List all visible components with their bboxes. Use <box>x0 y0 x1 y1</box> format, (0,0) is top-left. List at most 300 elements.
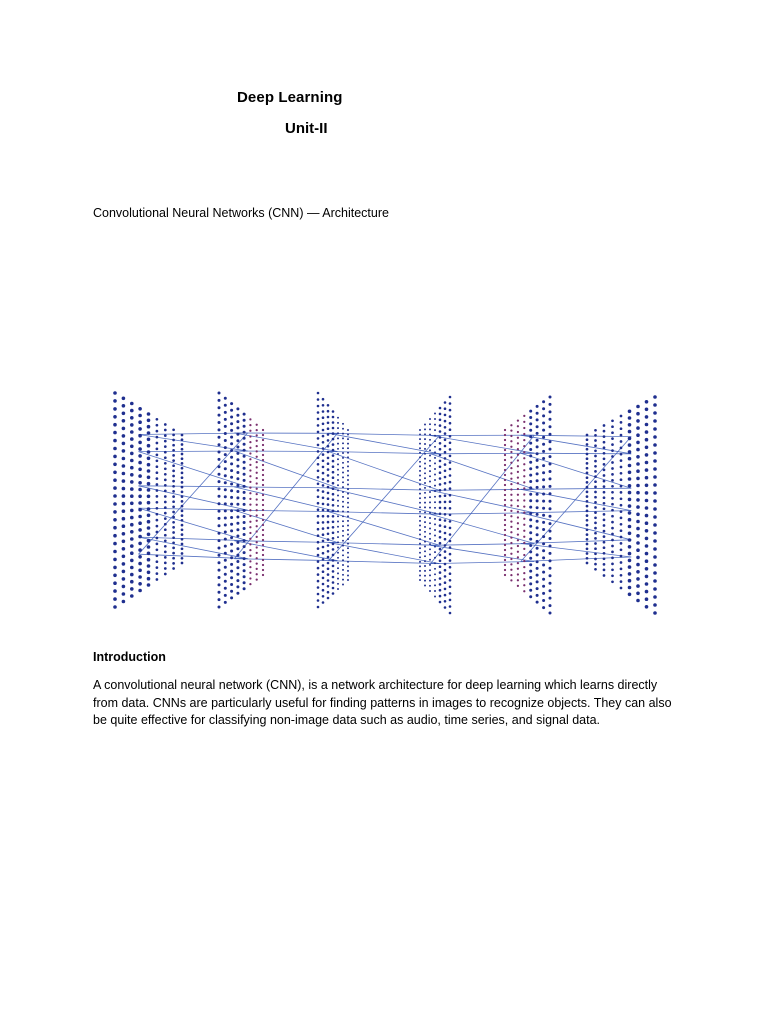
neuron-dot <box>218 532 221 535</box>
neuron-dot <box>504 464 506 466</box>
neuron-dot <box>249 532 251 534</box>
neuron-dot <box>542 464 545 467</box>
neuron-dot <box>536 587 539 590</box>
neuron-dot <box>603 457 606 460</box>
neuron-dot <box>628 504 632 508</box>
neuron-dot <box>444 488 447 491</box>
neuron-dot <box>332 443 335 446</box>
neuron-dot <box>424 526 426 528</box>
neuron-dot <box>517 556 519 558</box>
neuron-dot <box>322 460 325 463</box>
neuron-dot <box>419 429 421 431</box>
neuron-dot <box>122 442 126 446</box>
neuron-dot <box>230 402 233 405</box>
neuron-dot <box>603 469 606 472</box>
neuron-dot <box>542 429 545 432</box>
neuron-dot <box>322 441 325 444</box>
neuron-dot <box>517 545 519 547</box>
neuron-dot <box>611 485 614 488</box>
neuron-dot <box>130 502 134 506</box>
neuron-dot <box>636 433 640 437</box>
neuron-dot <box>138 407 142 411</box>
neuron-dot <box>542 471 545 474</box>
neuron-dot <box>138 441 142 445</box>
neuron-dot <box>113 494 117 498</box>
neuron-dot <box>636 441 640 445</box>
neuron-dot <box>636 426 640 430</box>
neuron-dot <box>262 504 264 506</box>
neuron-dot <box>424 546 426 548</box>
neuron-dot <box>256 456 258 458</box>
neuron-dot <box>510 451 512 453</box>
neuron-dot <box>536 405 539 408</box>
neuron-dot <box>172 526 175 529</box>
neuron-dot <box>444 532 447 535</box>
neuron-dot <box>113 478 117 482</box>
neuron-dot <box>424 506 426 508</box>
neuron-dot <box>332 454 335 457</box>
neuron-dot <box>529 416 532 419</box>
neuron-dot <box>138 562 142 566</box>
neuron-dot <box>262 509 264 511</box>
neuron-dot <box>536 594 539 597</box>
neuron-dot <box>536 486 539 489</box>
neuron-dot <box>517 522 519 524</box>
neuron-dot <box>218 406 221 409</box>
neuron-dot <box>429 491 431 493</box>
neuron-dot <box>510 499 512 501</box>
neuron-dot <box>172 454 175 457</box>
neuron-dot <box>230 536 233 539</box>
neuron-dot <box>504 544 506 546</box>
neuron-dot <box>347 552 349 554</box>
neuron-dot <box>419 497 421 499</box>
neuron-dot <box>317 398 320 401</box>
neuron-dot <box>510 478 512 480</box>
neuron-dot <box>218 539 221 542</box>
neuron-dot <box>156 566 159 569</box>
neuron-dot <box>620 427 623 430</box>
neuron-dot <box>156 483 159 486</box>
neuron-dot <box>444 513 447 516</box>
neuron-dot <box>628 430 632 434</box>
neuron-dot <box>236 503 239 506</box>
neuron-dot <box>322 540 325 543</box>
neuron-dot <box>653 443 657 447</box>
neuron-dot <box>113 431 117 435</box>
neuron-dot <box>424 467 426 469</box>
neuron-dot <box>332 432 335 435</box>
neuron-dot <box>138 495 142 499</box>
neuron-dot <box>347 479 349 481</box>
neuron-dot <box>113 415 117 419</box>
neuron-dot <box>172 557 175 560</box>
neuron-dot <box>147 450 151 454</box>
neuron-dot <box>444 606 447 609</box>
neuron-dot <box>342 520 344 522</box>
connection-line <box>521 511 631 513</box>
connection-line <box>329 543 440 546</box>
neuron-dot <box>529 563 532 566</box>
neuron-dot <box>434 535 436 537</box>
neuron-dot <box>332 504 335 507</box>
neuron-dot <box>236 541 239 544</box>
neuron-dot <box>611 443 614 446</box>
neuron-dot <box>337 541 339 543</box>
neuron-dot <box>236 465 239 468</box>
neuron-dot <box>439 518 442 521</box>
neuron-dot <box>620 478 623 481</box>
connection-line <box>329 452 440 454</box>
neuron-dot <box>424 477 426 479</box>
neuron-dot <box>317 560 320 563</box>
neuron-dot <box>138 447 142 451</box>
neuron-dot <box>327 439 330 442</box>
neuron-dot <box>322 497 325 500</box>
neuron-dot <box>218 487 221 490</box>
neuron-dot <box>603 480 606 483</box>
neuron-dot <box>603 541 606 544</box>
neuron-dot <box>645 529 649 533</box>
neuron-dot <box>322 552 325 555</box>
neuron-dot <box>181 533 184 536</box>
neuron-dot <box>429 460 431 462</box>
neuron-dot <box>586 505 589 508</box>
neuron-dot <box>347 547 349 549</box>
neuron-dot <box>439 565 442 568</box>
neuron-dot <box>620 555 623 558</box>
neuron-dot <box>262 544 264 546</box>
neuron-dot <box>636 556 640 560</box>
neuron-dot <box>594 552 597 555</box>
neuron-dot <box>337 505 339 507</box>
neuron-dot <box>549 567 552 570</box>
neuron-dot <box>628 525 632 529</box>
neuron-dot <box>424 536 426 538</box>
neuron-dot <box>224 418 227 421</box>
neuron-dot <box>429 548 431 550</box>
neuron-dot <box>230 556 233 559</box>
neuron-dot <box>122 479 126 483</box>
neuron-dot <box>322 435 325 438</box>
neuron-dot <box>317 567 320 570</box>
neuron-dot <box>449 572 452 575</box>
neuron-dot <box>529 410 532 413</box>
neuron-dot <box>510 510 512 512</box>
neuron-dot <box>419 570 421 572</box>
neuron-dot <box>337 432 339 434</box>
neuron-dot <box>510 440 512 442</box>
neuron-dot <box>449 566 452 569</box>
neuron-dot <box>122 494 126 498</box>
neuron-dot <box>611 467 614 470</box>
neuron-dot <box>337 437 339 439</box>
neuron-dot <box>439 595 442 598</box>
neuron-dot <box>337 443 339 445</box>
neuron-dot <box>586 495 589 498</box>
neuron-dot <box>317 599 320 602</box>
neuron-dot <box>594 547 597 550</box>
neuron-dot <box>249 566 251 568</box>
neuron-dot <box>636 405 640 409</box>
neuron-dot <box>523 524 525 526</box>
neuron-dot <box>249 418 251 420</box>
neuron-dot <box>327 492 330 495</box>
neuron-dot <box>332 537 335 540</box>
neuron-dot <box>156 489 159 492</box>
neuron-dot <box>262 559 264 561</box>
neuron-dot <box>510 526 512 528</box>
neuron-dot <box>434 501 436 503</box>
neuron-dot <box>439 477 442 480</box>
neuron-dot <box>156 554 159 557</box>
neuron-dot <box>224 439 227 442</box>
neuron-dot <box>419 565 421 567</box>
neuron-dot <box>510 558 512 560</box>
neuron-dot <box>337 578 339 580</box>
neuron-dot <box>262 534 264 536</box>
section-heading: Convolutional Neural Networks (CNN) — Architecture <box>93 206 389 220</box>
neuron-dot <box>347 579 349 581</box>
neuron-dot <box>529 512 532 515</box>
neuron-dot <box>523 518 525 520</box>
neuron-dot <box>434 546 436 548</box>
neuron-dot <box>434 462 436 464</box>
neuron-dot <box>603 552 606 555</box>
neuron-dot <box>429 507 431 509</box>
neuron-dot <box>536 445 539 448</box>
neuron-dot <box>337 521 339 523</box>
neuron-dot <box>317 463 320 466</box>
neuron-dot <box>130 409 134 413</box>
neuron-dot <box>164 440 167 443</box>
neuron-dot <box>542 592 545 595</box>
neuron-dot <box>172 428 175 431</box>
neuron-dot <box>603 502 606 505</box>
neuron-dot <box>122 464 126 468</box>
neuron-dot <box>444 463 447 466</box>
neuron-dot <box>327 538 330 541</box>
neuron-dot <box>603 496 606 499</box>
neuron-dot <box>611 568 614 571</box>
neuron-dot <box>243 413 246 416</box>
neuron-dot <box>113 455 117 459</box>
neuron-dot <box>523 475 525 477</box>
neuron-dot <box>347 511 349 513</box>
neuron-dot <box>444 451 447 454</box>
neuron-dot <box>218 583 221 586</box>
neuron-dot <box>236 496 239 499</box>
neuron-dot <box>322 484 325 487</box>
neuron-dot <box>429 543 431 545</box>
neuron-dot <box>504 539 506 541</box>
neuron-dot <box>424 585 426 587</box>
neuron-dot <box>256 514 258 516</box>
neuron-dot <box>444 407 447 410</box>
neuron-dot <box>439 583 442 586</box>
neuron-dot <box>439 577 442 580</box>
neuron-dot <box>236 471 239 474</box>
neuron-dot <box>243 431 246 434</box>
neuron-dot <box>164 495 167 498</box>
neuron-dot <box>156 436 159 439</box>
neuron-dot <box>504 549 506 551</box>
neuron-dot <box>636 599 640 603</box>
neuron-dot <box>510 520 512 522</box>
neuron-dot <box>645 559 649 563</box>
neuron-dot <box>230 509 233 512</box>
neuron-dot <box>181 481 184 484</box>
neuron-dot <box>449 442 452 445</box>
neuron-dot <box>327 556 330 559</box>
neuron-dot <box>536 580 539 583</box>
neuron-dot <box>147 476 151 480</box>
neuron-dot <box>224 425 227 428</box>
neuron-dot <box>653 555 657 559</box>
neuron-dot <box>636 491 640 495</box>
neuron-dot <box>645 605 649 609</box>
neuron-dot <box>327 474 330 477</box>
neuron-dot <box>523 463 525 465</box>
neuron-dot <box>322 564 325 567</box>
neuron-dot <box>594 506 597 509</box>
neuron-dot <box>337 515 339 517</box>
neuron-dot <box>645 597 649 601</box>
neuron-dot <box>653 395 657 399</box>
neuron-dot <box>122 419 126 423</box>
neuron-dot <box>645 575 649 579</box>
neuron-dot <box>224 474 227 477</box>
neuron-dot <box>218 428 221 431</box>
neuron-dot <box>317 528 320 531</box>
neuron-dot <box>236 452 239 455</box>
neuron-dot <box>130 537 134 541</box>
neuron-dot <box>536 520 539 523</box>
neuron-dot <box>262 454 264 456</box>
neuron-dot <box>224 397 227 400</box>
neuron-dot <box>611 580 614 583</box>
neuron-dot <box>256 525 258 527</box>
connection-line <box>329 452 440 491</box>
neuron-dot <box>262 499 264 501</box>
neuron-dot <box>181 467 184 470</box>
neuron-dot <box>586 552 589 555</box>
neuron-dot <box>262 474 264 476</box>
neuron-dot <box>439 542 442 545</box>
neuron-dot <box>224 517 227 520</box>
neuron-dot <box>317 392 320 395</box>
neuron-dot <box>327 579 330 582</box>
neuron-dot <box>645 544 649 548</box>
neuron-dot <box>224 524 227 527</box>
neuron-dot <box>218 606 221 609</box>
neuron-dot <box>424 428 426 430</box>
neuron-dot <box>164 512 167 515</box>
neuron-dot <box>611 563 614 566</box>
neuron-dot <box>444 439 447 442</box>
neuron-dot <box>156 454 159 457</box>
neuron-dot <box>653 427 657 431</box>
neuron-dot <box>653 475 657 479</box>
neuron-dot <box>653 499 657 503</box>
neuron-dot <box>549 492 552 495</box>
neuron-dot <box>332 543 335 546</box>
neuron-dot <box>429 434 431 436</box>
neuron-dot <box>504 534 506 536</box>
neuron-dot <box>262 494 264 496</box>
neuron-dot <box>130 445 134 449</box>
neuron-dot <box>419 470 421 472</box>
neuron-dot <box>322 410 325 413</box>
neuron-dot <box>347 443 349 445</box>
neuron-dot <box>653 403 657 407</box>
neuron-dot <box>181 434 184 437</box>
neuron-dot <box>262 464 264 466</box>
neuron-dot <box>249 458 251 460</box>
neuron-dot <box>181 462 184 465</box>
neuron-dot <box>322 577 325 580</box>
neuron-dot <box>327 410 330 413</box>
neuron-dot <box>337 547 339 549</box>
neuron-dot <box>262 539 264 541</box>
neuron-dot <box>249 509 251 511</box>
neuron-dot <box>586 457 589 460</box>
neuron-dot <box>529 486 532 489</box>
neuron-dot <box>594 434 597 437</box>
neuron-dot <box>347 570 349 572</box>
neuron-dot <box>236 446 239 449</box>
neuron-dot <box>230 436 233 439</box>
neuron-dot <box>218 510 221 513</box>
neuron-dot <box>230 590 233 593</box>
neuron-dot <box>224 601 227 604</box>
neuron-dot <box>172 516 175 519</box>
neuron-dot <box>434 440 436 442</box>
neuron-dot <box>156 537 159 540</box>
neuron-dot <box>439 524 442 527</box>
neuron-dot <box>337 417 339 419</box>
neuron-dot <box>536 418 539 421</box>
neuron-dot <box>172 480 175 483</box>
neuron-dot <box>504 574 506 576</box>
neuron-dot <box>439 507 442 510</box>
neuron-dot <box>130 437 134 441</box>
neuron-dot <box>256 482 258 484</box>
neuron-dot <box>249 430 251 432</box>
neuron-dot <box>419 502 421 504</box>
neuron-dot <box>439 501 442 504</box>
neuron-dot <box>529 582 532 585</box>
neuron-dot <box>249 583 251 585</box>
neuron-dot <box>122 412 126 416</box>
neuron-dot <box>611 533 614 536</box>
neuron-dot <box>332 554 335 557</box>
neuron-dot <box>529 570 532 573</box>
neuron-dot <box>628 450 632 454</box>
neuron-dot <box>332 515 335 518</box>
neuron-dot <box>542 450 545 453</box>
neuron-dot <box>236 433 239 436</box>
neuron-dot <box>653 435 657 439</box>
neuron-dot <box>439 560 442 563</box>
neuron-dot <box>230 462 233 465</box>
neuron-dot <box>122 509 126 513</box>
neuron-dot <box>628 477 632 481</box>
neuron-dot <box>611 497 614 500</box>
neuron-dot <box>586 434 589 437</box>
neuron-dot <box>327 468 330 471</box>
neuron-dot <box>523 433 525 435</box>
